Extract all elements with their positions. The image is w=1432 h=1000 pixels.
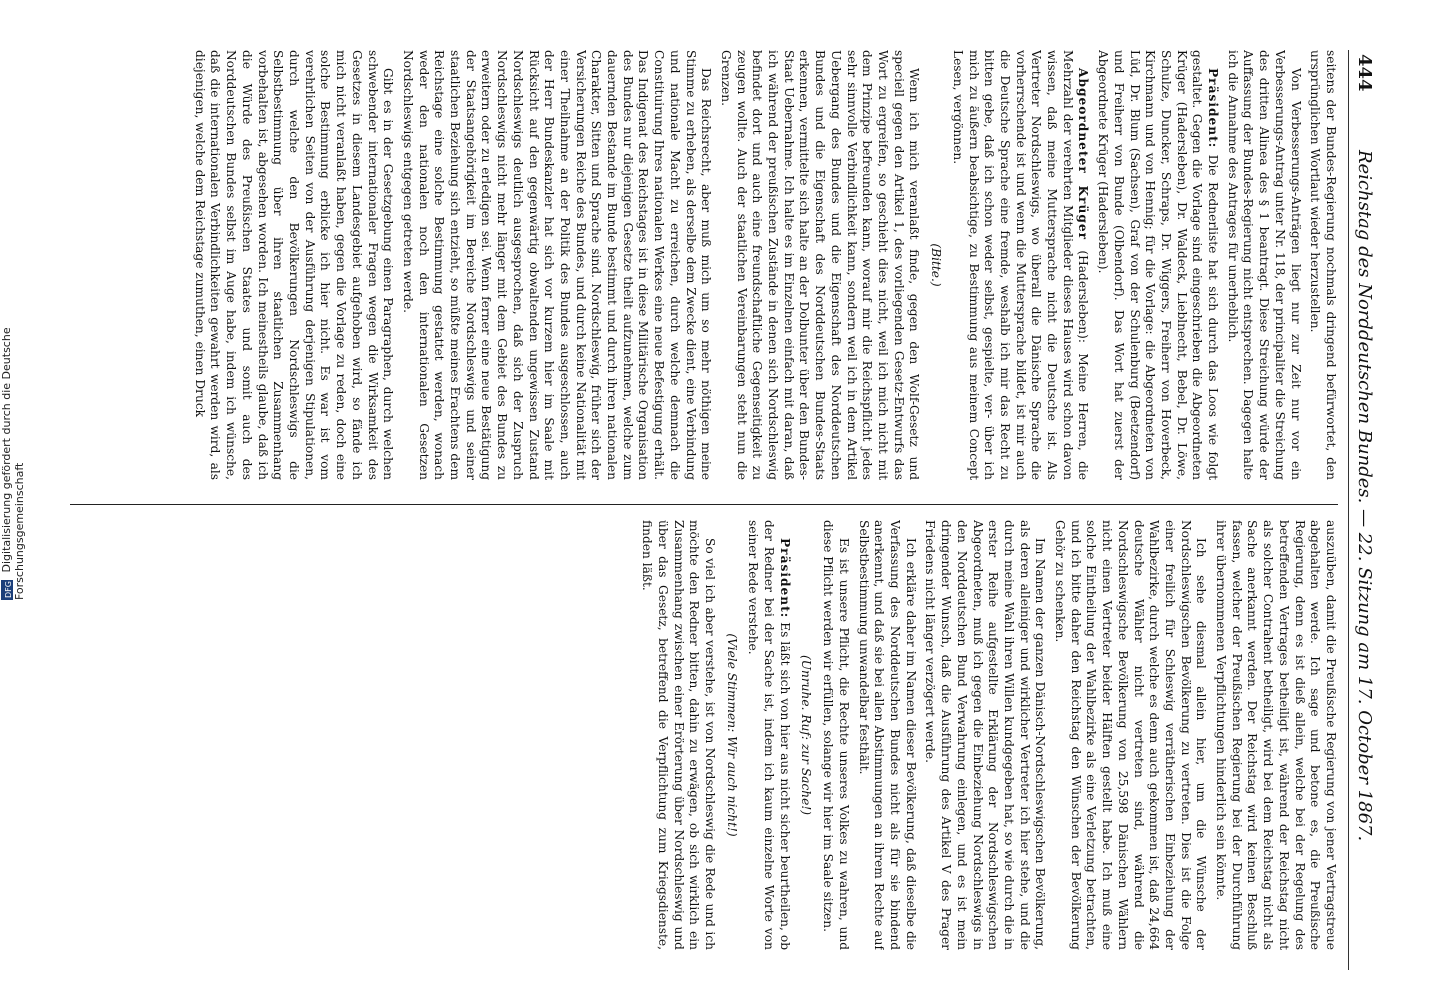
speech-text: Die Rednerliste hat sich durch das Loos wie folgt gestaltet. Gegen die Vorlage sind eingeschrieben die Abgeordneten Krüger (Hadersleben), Dr. Waldeck, Lieblnecht, Bebel, Dr. Löwe, Schulze, Duncker, Schraps, Dr. Wiggers, Freiherr von Hoverbeck, Kirchmann und von Hennig; für die Vorlage: die Abgeordneten von Lüd, Dr. Blum (Sachsen), Graf von der Schulenburg (Beetzendorf) und Freiherr von Bunde (Olbendorf). Das Wort hat zuerst der Abgeordnete Krüger (Hadersleben). xyxy=(1096,50,1221,480)
paragraph: Es ist unsere Pflicht, die Rechte unseres Volkes zu wahren, und diese Pflicht werden wir erfüllen, solange wir hier im Saale sitzen. xyxy=(821,520,851,950)
running-head: Reichstag des Norddeutschen Bundes. — 22. Sitzung am 17. October 1867. xyxy=(1354,150,1375,842)
paragraph: Das Reichsrecht, aber muß mich um so mehr nöthigen meine Stimme zu erheben, als derselbe dem Zwecke dient, eine Verbindung und nationale Macht zu erreichen, durch welche demnach die Constituirung Ihres nationalen Werkes eine neue Befestigung erhält. Das Indigenat des Reichstages ist in diese Militärische Organisation des Bundes nur diejenigen Gesetze theilt aufzunehmen, welche zum dauernden Bestande im Bunde bestimmt und durch ihren nationalen Charakter, Sitten und Sprache sind. Nordschleswig, früher sich der Versicherungen Reiche des Bundes, und durch keine Nationalität mit einer Theilnahme an der Politik des Bundes ausgeschlossen, auch der Herr Bundeskanzler hat sich vor kurzem hier im Saale mit Rücksicht auf den gegenwärtig obwaltenden ungewissen Zustand Nordschleswigs deutlich ausgesprochen, daß sich der Zuspruch Nordschleswigs nicht mehr länger mit dem Gebiet des Bundes zu erweitern oder zu erledigen sei. Wenn ferner eine neue Bestätigung der Staatsangehörigkeit im Bereiche Nordschleswigs und seiner staatlichen Beziehung sich entzieht, so müßte meines Erachtens dem Reichstage eine solche Bestimmung gestattet werden, wonach weder den nationalen noch den internationalen Gesetzen Nordschleswigs entgegen getreten werde. xyxy=(400,50,714,480)
paragraph: Von Verbesserungs-Anträgen liegt nur zur Zeit nur vor ein Verbesserungs-Antrag unter Nr. 118, der principaliter die Streichung des dritten Alinea des § 1 beantragt. Diese Streichung würde der Auffassung der Bundes-Regierung nicht entsprechen. Dagegen halte ich die Annahme des Antrages für unerheblich. xyxy=(1225,50,1303,480)
interjection: (Unruhe. Ruf: zur Sache!) xyxy=(799,654,814,815)
paragraph: Ich sehe diesmal allein hier, um die Wünsche der Nordschleswigschen Bevölkerung zu vertreten. Dies ist die Folge einer freilich für Schleswig verrätherischen Einbeziehung der Wahlbezirke, durch welche es denn auch gekommen ist, daß 24,664 deutsche Wähler nicht vertreten sind, während die Nordschleswigsche Bevölkerung von 25,598 Dänischen Wählern nicht einen Vertreter beider Hälften gestellt habe. Ich muß eine solche Eintheilung der Wahlbezirke als eine Verletzung betrachten, und ich bitte daher den Reichstag den Wünschen der Bevölkerung Gehör zu schenken. xyxy=(1053,520,1209,950)
speaker-label: Präsident: xyxy=(1206,68,1221,149)
president-statement xyxy=(745,520,792,950)
speaker-label: Abgeordneter Krüger xyxy=(1076,68,1091,241)
digitization-footer xyxy=(0,200,26,600)
page-header xyxy=(1348,50,1380,970)
paragraph: auszuüben, damit die Preußische Regierung von jener Vertragstreue abgehalten werde. Ich sage und betone es, die Preußische Regierung, denn es ist dieß allein, welche bei der Regelung des betreffenden Vertrages betheiligt ist, während der Reichstag nicht als solcher Contrahent betheiligt, wird bei dem Reichstag nicht als Sache anerkannt werden. Der Reichstag wird keinen Beschluß fassen, welcher der Preußischen Regierung bei der Durchführung ihrer übernommenen Verpflichtungen hinderlich sein könnte. xyxy=(1214,520,1338,950)
dfg-logo-icon xyxy=(1,580,13,600)
interjection: (Viele Stimmen: Wir auch nicht!) xyxy=(724,633,739,837)
right-column xyxy=(70,520,1338,950)
rotated-page-content xyxy=(60,50,1380,970)
paragraph: Ich erkläre daher im Namen dieser Bevölkerung, daß dieselbe die Verfassung des Norddeutschen Bundes nicht als für sie bindend anerkennt, und daß sie bei allen Abstimmungen an ihrem Rechte auf Selbstbestimmung unwandelbar festhält. xyxy=(856,520,918,950)
paragraph: Im Namen der ganzen Dänisch-Nordschleswigschen Bevölkerung, als deren alleiniger und wirklicher Vertreter ich hier stehe, und die durch meine Wahl ihren Willen kundgegeben hat, so wie durch die in erster Reihe aufgestellte Erklärung der Nordschleswigschen Abgeordneten, muß ich gegen die Einbeziehung Nordschleswigs in den Norddeutschen Bund Verwahrung einlegen, und es ist mein dringender Wunsch, daß die Ausführung des Artikel V des Prager Friedens nicht länger verzögert werde. xyxy=(923,520,1048,950)
left-column xyxy=(70,50,1338,480)
speech-intro xyxy=(949,50,1090,480)
interjection: (Bitte.) xyxy=(929,243,944,287)
digitization-note: Digitalisierung gefördert durch die Deutsche Forschungsgemeinschaft xyxy=(0,327,26,600)
page-number: 444 xyxy=(1354,54,1375,92)
speech-text: Es läßt sich von hier aus nicht sicher beurtheilen, ob der Redner bei der Sache ist, indem ich kaum einzelne Worte von seiner Rede verstehe. xyxy=(746,520,792,950)
column-divider xyxy=(70,504,1338,505)
speaker-label: Präsident: xyxy=(777,538,792,619)
paragraph: Wenn ich mich veranlaßt finde, gegen den Wolf-Gesetz und speciell gegen den Artikel 1, des vorliegenden Gesetz-Entwurfs das Wort zu ergreifen, so geschieht dies nicht, weil ich mich nicht mit dem Prinzipe befreunden kann, worauf mir die Reichspflicht jedes sehr sinnvolle Verbindlichkeit kann, sondern weil ich in dem Artikel Uebergang des Bundes und die Eigenschaft des Norddeutschen Bundes und die Eigenschaft des Norddeutschen Bundes-Staats erkennen, vermittelte sich halte an der Dolbunter über den Bundes-Staat Uebernahme. Ich halte es im Einzelnen einfach mit daran, daß ich während der preußischen Zustände in denen sich Nordschleswig befindet dort und auch eine freundschaftliche Gegenseitigkeit zu zeugen wollte. Auch der staatlichen Vereinbarungen steht nun die Grenzen. xyxy=(718,50,922,480)
president-statement xyxy=(1094,50,1220,480)
dfg-logo-text: DFG xyxy=(4,581,13,598)
paragraph: Gibt es in der Gesetzgebung einen Paragraphen, durch welchen schwebender internationaler Fragen wegen die Wirksamkeit des Gesetzes in diesem Landesgebiet aufgehoben wird, so fände ich mich nicht veranlaßt haben, gegen die Vorlage zu reden, doch eine solche Bestimmung erblicke ich hier nicht. Es war ist vom verehrlichen Seiten von der Ausführung derjenigen Stipulationen, durch welche den Bevölkerungen Nordschleswigs die Selbstbestimmung über ihren staatlichen Zusammenhang vorbehalten ist, abgesehen worden. Ich meinestheils glaube, daß ich die Würde des Preußischen Staates und somit auch des Norddeutschen Bundes selbst im Auge habe, indem ich wünsche, daß die internationalen Verbindlichkeiten gewahrt werden wird, als diejenigen, welche dem Reichstage zumuthen, einen Druck xyxy=(192,50,396,480)
speech-text: (Hadersleben): Meine Herren, die Mehrzahl der verehrten Mitglieder dieses Hauses wird schon davon wissen, daß meine Muttersprache nicht die Deutsche ist. Als Vertreter Nordschleswigs, wo überall die Dänische Sprache die vorherrschende ist und wenn die Muttersprache bildet, ist mir auch die Deutsche Sprache eine fremde, weshalb ich mir das Recht zu bitten gebe, daß ich schon weder selbst, gespielte, ver- über ich mich zu äußern beabsichtige, zu Bestimmung aus meinem Concept Lesen, vergönnen. xyxy=(950,50,1091,480)
paragraph: So viel ich aber verstehe, ist von Nordschleswig die Rede und ich möchte den Redner bitten, dahin zu erwägen, ob sich wirklich ein Zusammenhang zwischen einer Erörterung über Nordschleswig und über das Gesetz, betreffend die Verpflichtung zum Kriegsdienste, finden läßt. xyxy=(640,520,717,950)
paragraph: seitens der Bundes-Regierung nochmals dringend befürwortet, den ursprünglichen Wortlaut wieder herzustellen. xyxy=(1308,50,1338,480)
